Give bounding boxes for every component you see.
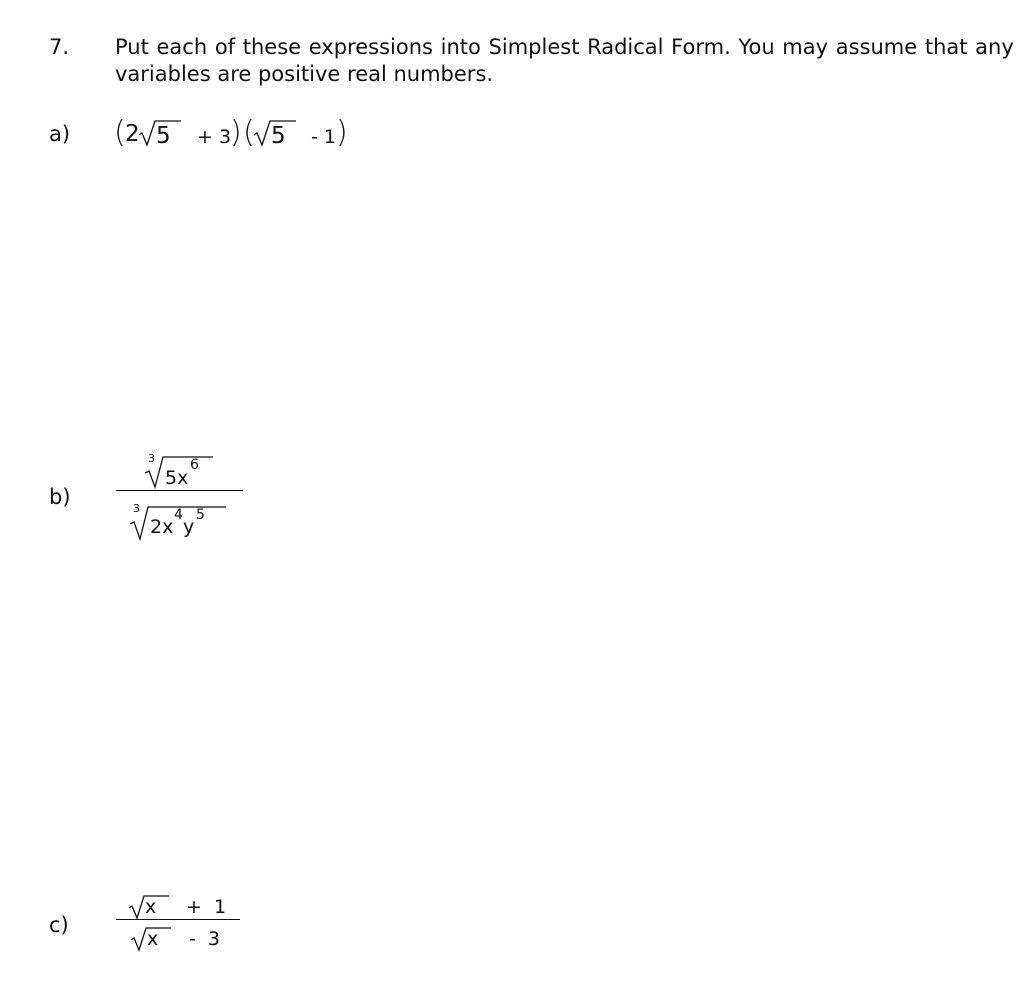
exponent: 6 (190, 457, 199, 473)
open-paren: ( (243, 115, 255, 150)
exponent: 5 (196, 507, 205, 523)
instruction-line-1: Put each of these expressions into Simplest Radical Form. You may assume that any (115, 35, 1014, 59)
coefficient: 2 (125, 121, 140, 147)
fraction-bar (116, 490, 243, 491)
part-b-label: b) (49, 485, 71, 509)
radical-index: 3 (133, 502, 140, 515)
radical-index: 3 (148, 452, 155, 465)
radicand: x (147, 928, 159, 950)
numerator-term: + 1 (186, 896, 227, 918)
close-paren: ) (230, 115, 242, 150)
open-paren: ( (114, 115, 126, 150)
radicand: x (145, 896, 157, 918)
radicand: 2x (150, 516, 174, 538)
part-c-label: c) (49, 913, 69, 937)
part-a-label: a) (49, 122, 71, 146)
plus-term: + 3 (197, 126, 232, 148)
radicand: 5x (165, 467, 189, 489)
exponent: 4 (174, 507, 183, 523)
radicand: 5 (271, 123, 286, 149)
radicand: 5 (156, 123, 171, 149)
fraction-bar (116, 919, 240, 920)
instruction-line-2: variables are positive real numbers. (115, 62, 494, 86)
denominator-term: - 3 (189, 928, 221, 950)
minus-term: - 1 (311, 126, 336, 148)
problem-number: 7. (49, 35, 70, 59)
radicand: y (183, 516, 195, 538)
close-paren: ) (336, 115, 348, 150)
